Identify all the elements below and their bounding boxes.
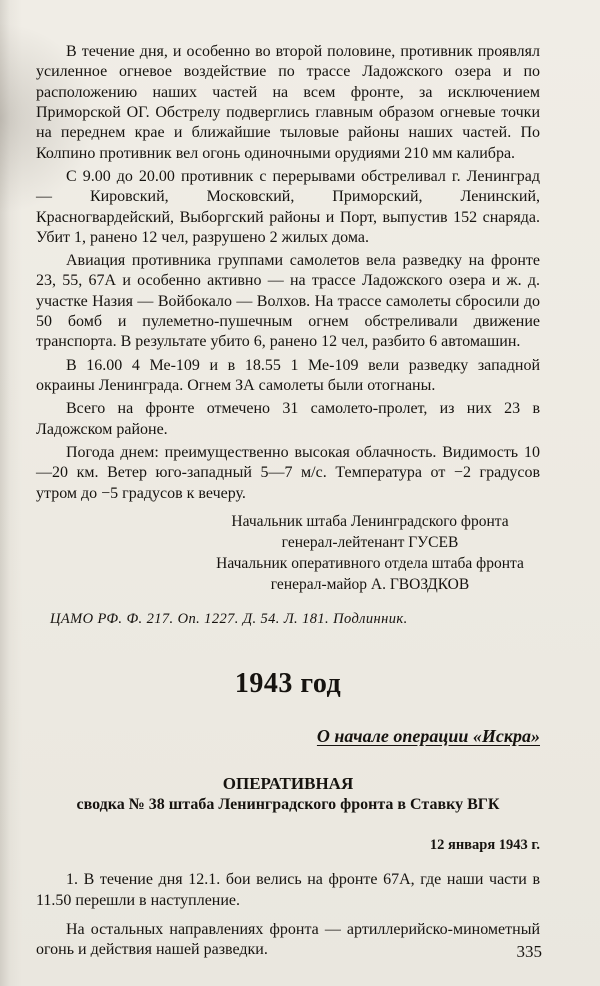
operations-body [36, 870, 540, 960]
report-paragraph: В 16.00 4 Ме-109 и в 18.55 1 Ме-109 вели разведку западной окраины Ленинграда. Огнем ЗА самолеты были отогнаны. [36, 356, 540, 394]
signature-block [200, 512, 540, 596]
doc-subtitle: сводка № 38 штаба Ленинградского фронта в Ставку ВГК [76, 795, 500, 813]
section-title-text: О начале операции «Искра» [316, 725, 540, 746]
signature-line: Начальник штаба Ленинградского фронта [231, 512, 509, 530]
report-paragraph: Погода днем: преимущественно высокая облачность. Видимость 10—20 км. Ветер юго-западный 5—7 м/с. Температура от −2 градусов утром до −5 градусов к вечеру. [36, 443, 540, 502]
report-paragraph: Всего на фронте отмечено 31 самолето-пролет, из них 23 в Ладожском районе. [36, 400, 540, 438]
signature-line: Начальник оперативного отдела штаба фронта [216, 554, 524, 572]
signature-line: генерал-майор А. ГВОЗДКОВ [270, 575, 470, 593]
archive-reference: ЦАМО РФ. Ф. 217. Оп. 1227. Д. 54. Л. 181. Подлинник. [50, 610, 408, 627]
signature-line: генерал-лейтенант ГУСЕВ [281, 533, 459, 551]
report-body [36, 42, 540, 504]
report-paragraph: Авиация противника группами самолетов вела разведку на фронте 23, 55, 67А и особенно активно — на трассе Ладожского озера и ж. д. участке Назия — Войбокало — Волхов. На трассе самолеты сбросили до 50 бомб и пулеметно-пушечным огнем обстреливали движение транспорта. В результате убито 6, ранено 12 чел, разбито 6 автомашин. [36, 252, 540, 351]
body-paragraph: 1. В течение дня 12.1. бои велись на фронте 67А, где наши части в 11.50 перешли в наступление. [36, 871, 540, 909]
report-paragraph: В течение дня, и особенно во второй половине, противник проявлял усиленное огневое воздействие по трассе Ладожского озера и по расположению наших частей на всем фронте, за исключением Приморской ОГ. Обстрелу подверглись главным образом огневые точки на переднем крае и ближайшие тыловые районы наших частей. По Колпино противник вел огонь одиночными орудиями 210 мм калибра. [36, 43, 540, 162]
year-heading: 1943 год [234, 667, 342, 699]
report-paragraph: С 9.00 до 20.00 противник с перерывами обстреливал г. Ленинград — Кировский, Московский, Приморский, Ленинский, Красногвардейский, Выборгский районы и Порт, выпустив 152 снаряда. Убит 1, ранено 12 чел, разрушено 2 жилых дома. [36, 167, 540, 246]
section-title [36, 726, 540, 747]
doc-title: ОПЕРАТИВНАЯ [222, 773, 354, 793]
doc-date: 12 января 1943 г. [429, 837, 540, 854]
page-number: 335 [516, 942, 542, 961]
body-paragraph: На остальных направлениях фронта — артиллерийско-минометный огонь и действия нашей разведки. [36, 921, 540, 959]
